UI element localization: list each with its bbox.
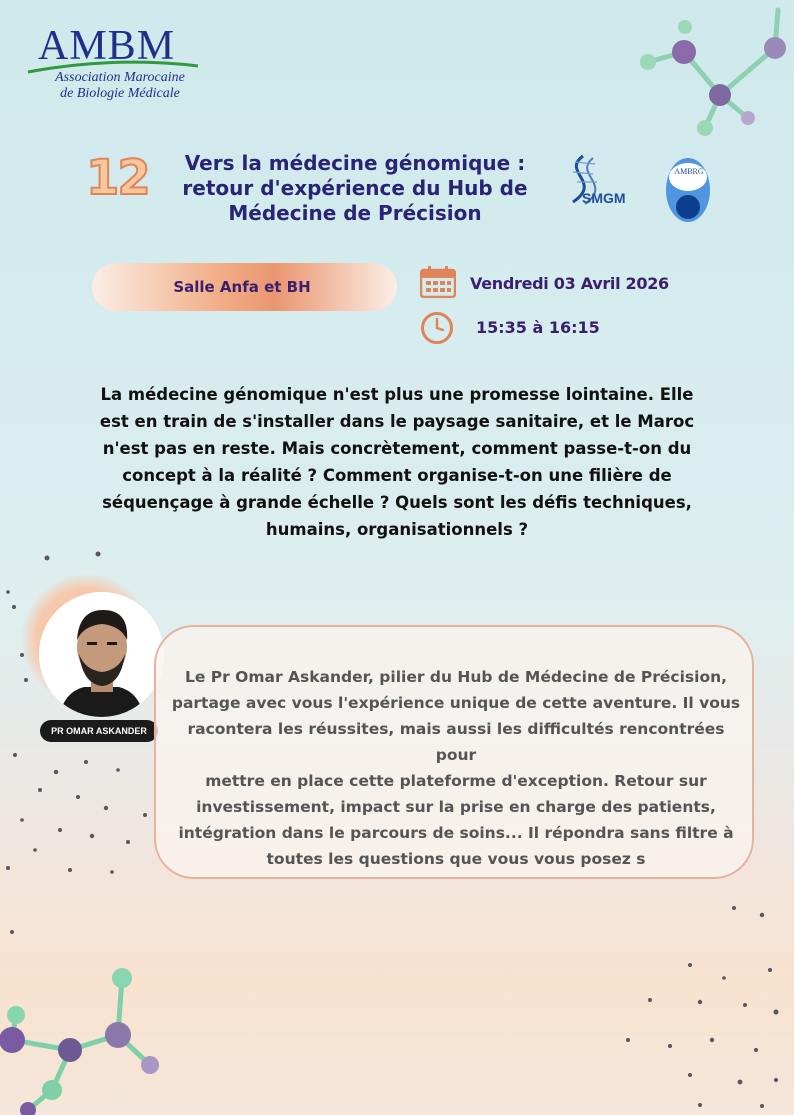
speaker-bio [166, 664, 746, 872]
intro-line: La médecine génomique n'est plus une promesse lointaine. Elle [100, 385, 694, 404]
logo-subtitle [30, 70, 210, 102]
clock-icon [420, 311, 454, 345]
bio-line: partage avec vous l'expérience unique de cette aventure. Il vous [171, 694, 741, 712]
bio-line: racontera les réussites, mais aussi les difficultés rencontrées pour [187, 720, 725, 764]
logo-subtitle-line: de Biologie Médicale [60, 86, 180, 101]
ambrg-label: AMBRG [674, 167, 704, 176]
calendar-icon [420, 266, 456, 298]
intro-line: est en train de s'installer dans le paysage sanitaire, et le Maroc [99, 412, 695, 431]
smgm-label: SMGM [582, 190, 626, 206]
intro-line: humains, organisationnels ? [265, 520, 529, 539]
speaker-avatar [39, 592, 164, 717]
title-line: retour d'expérience du Hub de [182, 176, 528, 200]
bio-line: Le Pr Omar Askander, pilier du Hub de Médecine de Précision, [184, 668, 728, 686]
intro-line: concept à la réalité ? Comment organise-t-on une filière de [122, 466, 672, 485]
smgm-logo [553, 152, 648, 222]
bio-line: toutes les questions que vous vous posez s [266, 850, 646, 868]
session-number: 12 [86, 150, 149, 206]
bio-line: investissement, impact sur la prise en charge des patients, [196, 798, 716, 816]
bio-line: intégration dans le parcours de soins... Il répondra sans filtre à [178, 824, 734, 842]
speaker-portrait-icon [39, 592, 164, 717]
event-time: 15:35 à 16:15 [476, 318, 600, 337]
speaker-name-badge: PR OMAR ASKANDER [40, 720, 158, 742]
ambm-logo: AMBM [38, 23, 176, 69]
intro-paragraph [90, 381, 704, 543]
logo-subtitle-line: Association Marocaine [55, 70, 185, 85]
event-date: Vendredi 03 Avril 2026 [470, 274, 669, 293]
title-line: Médecine de Précision [228, 201, 482, 225]
intro-line: séquençage à grande échelle ? Quels sont les défis techniques, [102, 493, 692, 512]
title-line: Vers la médecine génomique : [184, 151, 526, 175]
session-title [160, 151, 550, 226]
room-label: Salle Anfa et BH [173, 278, 311, 296]
intro-line: n'est pas en reste. Mais concrètement, comment passe-t-on du [102, 439, 692, 458]
bio-line: mettre en place cette plateforme d'exception. Retour sur [205, 772, 707, 790]
